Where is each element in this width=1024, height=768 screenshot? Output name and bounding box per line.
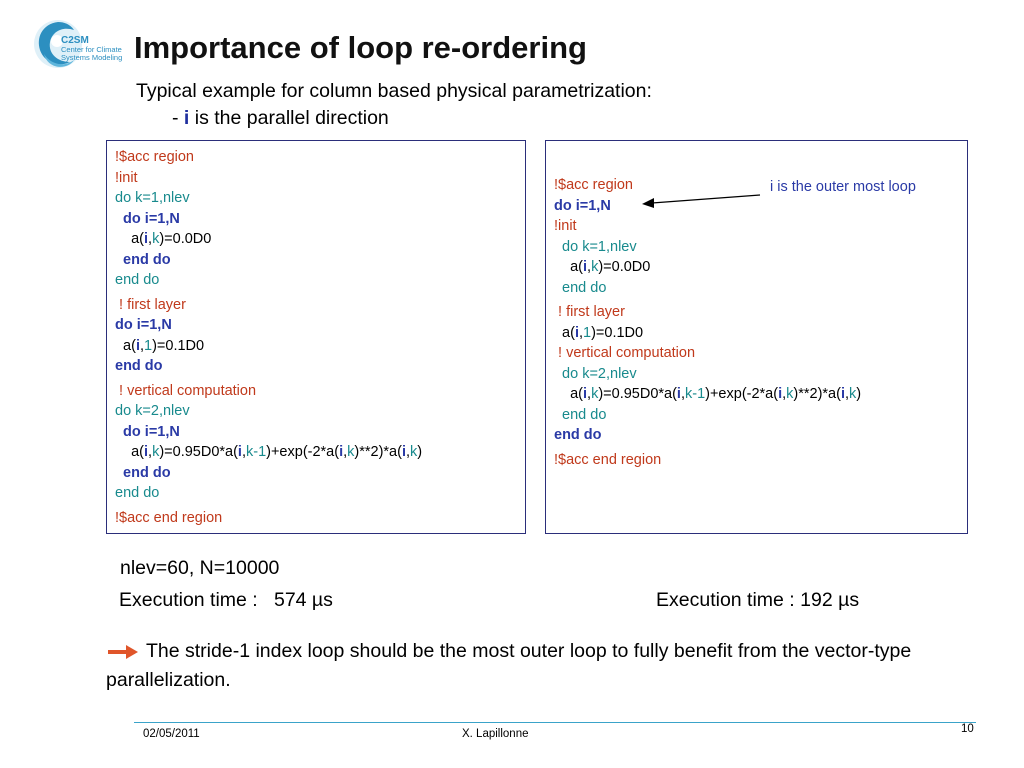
code-line xyxy=(115,336,422,357)
code-token: i xyxy=(144,444,149,460)
code-token: )=0.1D0 xyxy=(591,324,644,341)
code-token: end do xyxy=(115,464,171,481)
code-token: ) xyxy=(417,444,423,460)
code-token: )=0.1D0 xyxy=(152,337,205,354)
code-line xyxy=(115,229,422,250)
code-token: a( xyxy=(115,337,136,354)
page-number: 10 xyxy=(961,723,974,735)
code-line xyxy=(554,216,861,237)
code-line xyxy=(115,209,422,230)
code-token: end do xyxy=(115,251,171,268)
code-token: k xyxy=(410,444,418,460)
code-token: !init xyxy=(554,218,577,234)
code-token: i xyxy=(574,324,579,341)
code-token: do i=1,N xyxy=(115,210,180,227)
code-line xyxy=(115,442,422,463)
code-token: )=0.0D0 xyxy=(159,231,212,247)
code-token: k xyxy=(786,386,794,402)
code-box-inner-loop-i xyxy=(106,140,526,534)
code-token: a( xyxy=(554,259,584,275)
code-token: a( xyxy=(115,444,145,460)
code-token: , xyxy=(241,444,246,460)
code-token: k xyxy=(152,231,160,247)
code-line xyxy=(554,257,861,278)
logo-tagline: Center for Climate Systems Modeling xyxy=(61,45,123,62)
code-line xyxy=(115,295,422,316)
code-line xyxy=(554,323,861,344)
code-token: , xyxy=(578,324,584,341)
code-line xyxy=(554,405,861,426)
code-token: !$acc end region xyxy=(554,451,662,468)
code-listing-left xyxy=(115,147,422,528)
code-token: )**2)*a( xyxy=(354,444,402,460)
footer-date: 02/05/2011 xyxy=(143,728,200,740)
code-line xyxy=(554,364,861,385)
code-token: !$acc end region xyxy=(115,509,223,526)
code-token: 1 xyxy=(583,324,592,341)
code-token: k-1 xyxy=(245,444,267,460)
code-line xyxy=(115,168,422,189)
code-line xyxy=(115,356,422,377)
code-line xyxy=(115,147,422,168)
code-token: )**2)*a( xyxy=(793,386,841,402)
execution-time-left: Execution time : 574 µs xyxy=(119,589,333,611)
code-token: i xyxy=(583,259,588,275)
code-token: k-1 xyxy=(684,386,706,402)
code-token: i xyxy=(778,386,783,402)
code-listing-right xyxy=(554,175,861,470)
code-token: do k=2,nlev xyxy=(554,365,637,382)
code-line xyxy=(115,401,422,422)
code-token: 1 xyxy=(144,337,153,354)
conclusion-bullet xyxy=(106,637,976,695)
code-line xyxy=(115,463,422,484)
code-token: )+exp(-2*a( xyxy=(266,444,340,460)
code-token: a( xyxy=(554,386,584,402)
bullet-arrow-icon xyxy=(106,644,140,660)
code-line xyxy=(115,422,422,443)
code-token: end do xyxy=(115,272,160,288)
code-token: i xyxy=(401,444,406,460)
code-line xyxy=(554,450,861,471)
code-token: , xyxy=(680,386,685,402)
code-token: , xyxy=(587,386,592,402)
code-token: i xyxy=(840,386,845,402)
slide-subtitle: Typical example for column based physical parametrization: xyxy=(136,80,652,102)
code-token: ! first layer xyxy=(554,304,625,320)
slide-title: Importance of loop re-ordering xyxy=(134,30,587,65)
code-token: i xyxy=(339,444,344,460)
conclusion-text: The stride-1 index loop should be the most outer loop to fully benefit from the vector-type parallelization. xyxy=(106,640,912,691)
code-token: , xyxy=(343,444,348,460)
code-line xyxy=(115,483,422,504)
code-token: )+exp(-2*a( xyxy=(705,386,779,402)
code-line xyxy=(115,270,422,291)
code-token: i xyxy=(237,444,242,460)
execution-time-right: Execution time : 192 µs xyxy=(656,589,860,611)
code-token: ! first layer xyxy=(115,296,186,313)
code-line xyxy=(115,250,422,271)
code-token: k xyxy=(347,444,355,460)
code-line xyxy=(554,425,861,446)
code-token: end do xyxy=(554,406,607,423)
code-line xyxy=(554,237,861,258)
logo-brand: C2SM xyxy=(61,35,89,46)
code-token: ! vertical computation xyxy=(554,345,696,361)
code-token: ) xyxy=(856,386,862,402)
code-token: !$acc region xyxy=(554,177,633,193)
code-token: k xyxy=(591,259,599,275)
code-token: do i=1,N xyxy=(115,317,172,333)
code-token: i xyxy=(144,231,149,247)
code-line xyxy=(554,384,861,405)
code-token: ! vertical computation xyxy=(115,382,257,399)
code-token: , xyxy=(587,259,592,275)
code-token: k xyxy=(849,386,857,402)
footer-author: X. Lapillonne xyxy=(462,728,529,740)
code-token: , xyxy=(844,386,849,402)
code-token: i xyxy=(135,337,140,354)
code-token: end do xyxy=(115,358,163,374)
code-token: do k=1,nlev xyxy=(115,190,190,206)
code-token: do k=2,nlev xyxy=(115,403,190,419)
parallel-direction-note: - i is the parallel direction xyxy=(172,107,389,129)
code-token: do k=1,nlev xyxy=(554,238,637,255)
code-token: end do xyxy=(554,279,607,296)
code-line xyxy=(554,343,861,364)
code-token: end do xyxy=(115,485,160,501)
code-token: !$acc region xyxy=(115,149,194,165)
code-token: !init xyxy=(115,169,138,186)
code-token: a( xyxy=(554,324,575,341)
code-token: k xyxy=(591,386,599,402)
code-token: , xyxy=(148,444,153,460)
code-token: do i=1,N xyxy=(554,197,611,214)
code-token: i xyxy=(676,386,681,402)
code-line xyxy=(554,278,861,299)
code-line xyxy=(115,315,422,336)
code-token: , xyxy=(405,444,410,460)
code-token: a( xyxy=(115,231,145,247)
footer-divider xyxy=(134,722,976,723)
code-line xyxy=(115,381,422,402)
code-token: )=0.95D0*a( xyxy=(598,386,677,402)
code-token: end do xyxy=(554,427,602,443)
code-token: , xyxy=(782,386,787,402)
code-line xyxy=(115,508,422,529)
code-line xyxy=(115,188,422,209)
annotation-arrow-icon xyxy=(640,192,762,212)
code-token: i xyxy=(583,386,588,402)
index-i: i xyxy=(183,107,190,129)
code-token: )=0.0D0 xyxy=(598,259,651,275)
code-token: , xyxy=(148,231,153,247)
problem-size: nlev=60, N=10000 xyxy=(120,557,280,579)
code-token: do i=1,N xyxy=(115,423,180,440)
code-token: )=0.95D0*a( xyxy=(159,444,238,460)
code-token: k xyxy=(152,444,160,460)
code-token: , xyxy=(139,337,145,354)
outer-loop-annotation: i is the outer most loop xyxy=(770,179,916,195)
code-line xyxy=(554,302,861,323)
